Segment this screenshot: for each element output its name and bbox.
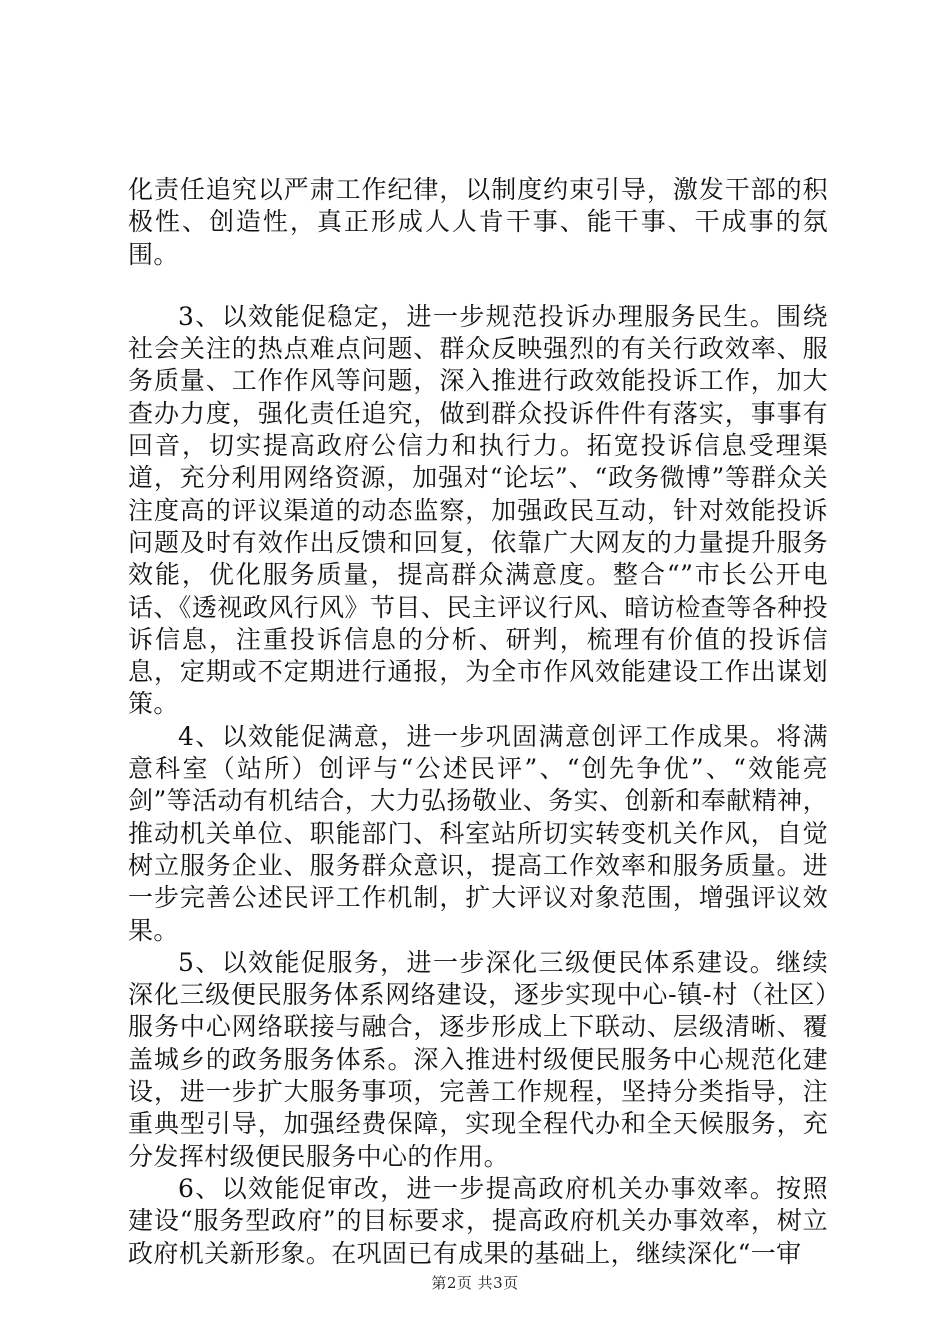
paragraph-item-5: 5、以效能促服务，进一步深化三级便民体系建设。继续深化三级便民服务体系网络建设，逐步实现中心-镇-村（社区）服务中心网络联接与融合，逐步形成上下联动、层级清晰、覆盖城乡的政务服务体系。深入推进村级便民服务中心规范化建设，进一步扩大服务事项，完善工作规程，坚持分类指导，注重典型引导，加强经费保障，实现全程代办和全天候服务，充分发挥村级便民服务中心的作用。 [128,947,828,1171]
paragraph-item-3: 3、以效能促稳定，进一步规范投诉办理服务民生。围绕社会关注的热点难点问题、群众反映强烈的有关行政效率、服务质量、工作作风等问题，深入推进行政效能投诉工作，加大查办力度，强化责任追究，做到群众投诉件件有落实，事事有回音，切实提高政府公信力和执行力。拓宽投诉信息受理渠道，充分利用网络资源，加强对“论坛”、“政务微博”等群众关注度高的评议渠道的动态监察，加强政民互动，针对效能投诉问题及时有效作出反馈和回复，依靠广大网友的力量提升服务效能，优化服务质量，提高群众满意度。整合“”市长公开电话、《透视政风行风》节目、民主评议行风、暗访检查等各种投诉信息，注重投诉信息的分析、研判，梳理有价值的投诉信息，定期或不定期进行通报，为全市作风效能建设工作出谋划策。 [128,301,828,719]
paragraph-item-4: 4、以效能促满意，进一步巩固满意创评工作成果。将满意科室（站所）创评与“公述民评”、“创先争优”、“效能亮剑”等活动有机结合，大力弘扬敬业、务实、创新和奉献精神，推动机关单位、职能部门、科室站所切实转变机关作风，自觉树立服务企业、服务群众意识，提高工作效率和服务质量。进一步完善公述民评工作机制，扩大评议对象范围，增强评议效果。 [128,721,828,945]
document-body [128,174,828,1270]
paragraph-item-6: 6、以效能促审改，进一步提高政府机关办事效率。按照建设“服务型政府”的目标要求，提高政府机关办事效率，树立政府机关新形象。在巩固已有成果的基础上，继续深化“一审 [128,1173,828,1268]
page-footer: 第2页 共3页 [431,1274,519,1292]
paragraph-continuation: 化责任追究以严肃工作纪律，以制度约束引导，激发干部的积极性、创造性，真正形成人人肯干事、能干事、干成事的氛围。 [128,175,828,269]
